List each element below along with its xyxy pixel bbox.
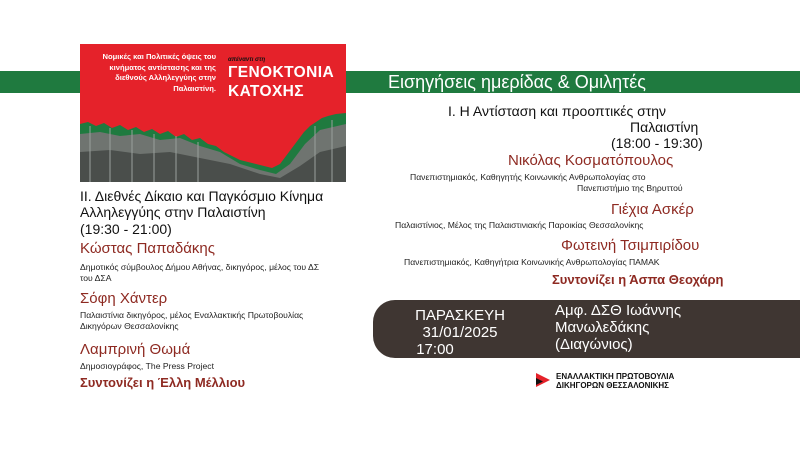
section1-time: (18:00 - 19:30) xyxy=(611,135,703,151)
section1-title-line2: Παλαιστίνη xyxy=(630,119,699,135)
section1-moderator: Συντονίζει η Άσπα Θεοχάρη xyxy=(552,272,724,287)
event-poster xyxy=(80,44,346,182)
section1-title-line1: Ι. Η Αντίσταση και προοπτικές στην xyxy=(448,103,667,119)
poster-headline-2: ΚΑΤΟΧΗΣ xyxy=(228,83,304,100)
organizer-line2: ΔΙΚΗΓΟΡΩΝ ΘΕΣΣΑΛΟΝΙΚΗΣ xyxy=(556,381,669,390)
event-venue-line2: Μανωλεδάκης xyxy=(555,319,650,336)
event-date: 31/01/2025 xyxy=(422,324,498,341)
speaker-desc: Παλαιστίνια δικηγόρος, μέλος Εναλλακτικής Πρωτοβουλίας xyxy=(80,310,304,320)
section2-moderator: Συντονίζει η Έλλη Μέλλιου xyxy=(80,375,246,390)
speaker-name: Λαμπρινή Θωμά xyxy=(80,341,191,358)
poster-subtitle: Νομικές και Πολιτικές όψεις του κινήματος αντίστασης και της διεθνούς Αλληλεγγύης στην Παλαιστίνη. xyxy=(102,52,216,93)
section2-time: (19:30 - 21:00) xyxy=(80,221,172,237)
speaker-name: Κώστας Παπαδάκης xyxy=(80,240,215,257)
section2-title-line2: Αλληλεγγύης στην Παλαιστίνη xyxy=(80,204,266,220)
triangle-logo-icon xyxy=(535,372,551,388)
section2-title-line1: ΙΙ. Διεθνές Δίκαιο και Παγκόσμιο Κίνημα xyxy=(80,188,324,204)
poster-tagline: απέναντι στη xyxy=(228,57,266,63)
speaker-name: Νικόλας Κοσματόπουλος xyxy=(508,152,674,169)
speaker-desc: Παλαιστίνιος, Μέλος της Παλαιστινιακής Παροικίας Θεσσαλονίκης xyxy=(395,220,644,230)
event-day: ΠΑΡΑΣΚΕΥΗ xyxy=(415,307,505,324)
speaker-name: Φωτεινή Τσιμπιρίδου xyxy=(561,237,700,254)
speaker-desc: Δικηγόρων Θεσσαλονίκης xyxy=(80,321,179,331)
speaker-desc: Πανεπιστημιακός, Καθηγητής Κοινωνικής Ανθρωπολογίας στο xyxy=(410,172,646,182)
event-venue-line3: (Διαγώνιος) xyxy=(555,336,633,353)
event-time: 17:00 xyxy=(416,341,454,358)
organizer-line1: ΕΝΑΛΛΑΚΤΙΚΗ ΠΡΩΤΟΒΟΥΛΙΑ xyxy=(556,372,675,381)
speaker-name: Γιέχια Ασκέρ xyxy=(611,201,694,218)
event-venue-line1: Αμφ. ΔΣΘ Ιωάννης xyxy=(555,302,682,319)
speaker-name: Σόφη Χάντερ xyxy=(80,290,168,307)
poster-headline-1: ΓΕΝΟΚΤΟΝΙΑ xyxy=(228,64,335,81)
speaker-desc: Πανεπιστημιακός, Καθηγήτρια Κοινωνικής Ανθρωπολογίας ΠΑΜΑΚ xyxy=(404,257,660,267)
speaker-desc: Δημοσιογράφος, The Press Project xyxy=(80,361,214,371)
speaker-desc: Πανεπιστήμιο της Βηρυττού xyxy=(577,183,683,193)
speaker-desc: του ΔΣΑ xyxy=(80,273,112,283)
band-title: Εισηγήσεις ημερίδας & Ομιλητές xyxy=(388,72,646,92)
organizer-logo-text xyxy=(556,372,674,390)
speaker-desc: Δημοτικός σύμβουλος Δήμου Αθήνας, δικηγόρος, μέλος του ΔΣ xyxy=(80,262,320,272)
poster-scene-image xyxy=(80,104,346,182)
